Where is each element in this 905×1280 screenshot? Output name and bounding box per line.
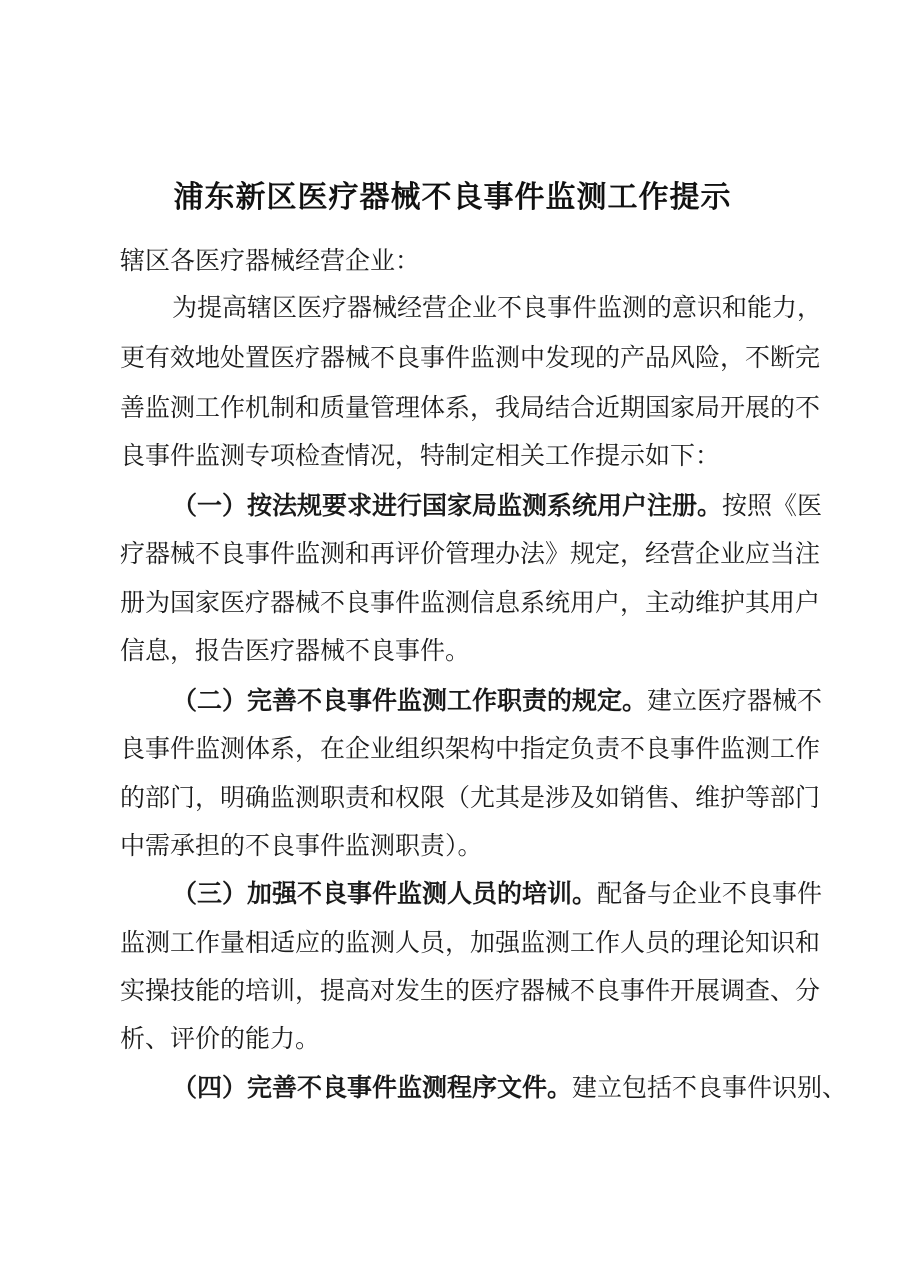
intro-line: 更有效地处置医疗器械不良事件监测中发现的产品风险，不断完: [120, 343, 821, 372]
section-line: 信息，报告医疗器械不良事件。: [120, 636, 471, 665]
document-title: 浦东新区医疗器械不良事件监测工作提示: [173, 180, 732, 215]
section-line: 的部门，明确监测职责和权限（尤其是涉及如销售、维护等部门: [120, 783, 821, 812]
intro-line: 良事件监测专项检查情况，特制定相关工作提示如下：: [120, 441, 721, 470]
section-heading: （一）按法规要求进行国家局监测系统用户注册。: [172, 491, 723, 520]
intro-line: 善监测工作机制和质量管理体系，我局结合近期国家局开展的不: [120, 393, 821, 422]
section-heading: （二）完善不良事件监测工作职责的规定。: [172, 686, 648, 715]
intro-line: 为提高辖区医疗器械经营企业不良事件监测的意识和能力，: [172, 293, 823, 322]
section-line: 良事件监测体系，在企业组织架构中指定负责不良事件监测工作: [120, 734, 821, 763]
section-line: 疗器械不良事件监测和再评价管理办法》规定，经营企业应当注: [120, 539, 821, 568]
section-line: 册为国家医疗器械不良事件监测信息系统用户，主动维护其用户: [120, 588, 821, 617]
section-line: 监测工作量相适应的监测人员，加强监测工作人员的理论知识和: [120, 928, 821, 957]
section-4-first-line: [172, 1070, 847, 1106]
section-line: 实操技能的培训，提高对发生的医疗器械不良事件开展调查、分: [120, 976, 821, 1005]
section-line: 中需承担的不良事件监测职责）。: [120, 831, 483, 860]
section-text: 建立医疗器械不: [647, 686, 823, 715]
salutation: 辖区各医疗器械经营企业：: [120, 246, 421, 275]
section-2-first-line: [172, 683, 822, 719]
section-text: 按照《医: [722, 491, 823, 520]
section-heading: （四）完善不良事件监测程序文件。: [172, 1073, 573, 1102]
section-text: 配备与企业不良事件: [597, 879, 823, 908]
section-1-first-line: [172, 488, 822, 524]
section-3-first-line: [172, 876, 822, 912]
section-heading: （三）加强不良事件监测人员的培训。: [172, 879, 598, 908]
section-line: 析、评价的能力。: [120, 1024, 321, 1053]
section-text: 建立包括不良事件识别、: [572, 1073, 848, 1102]
